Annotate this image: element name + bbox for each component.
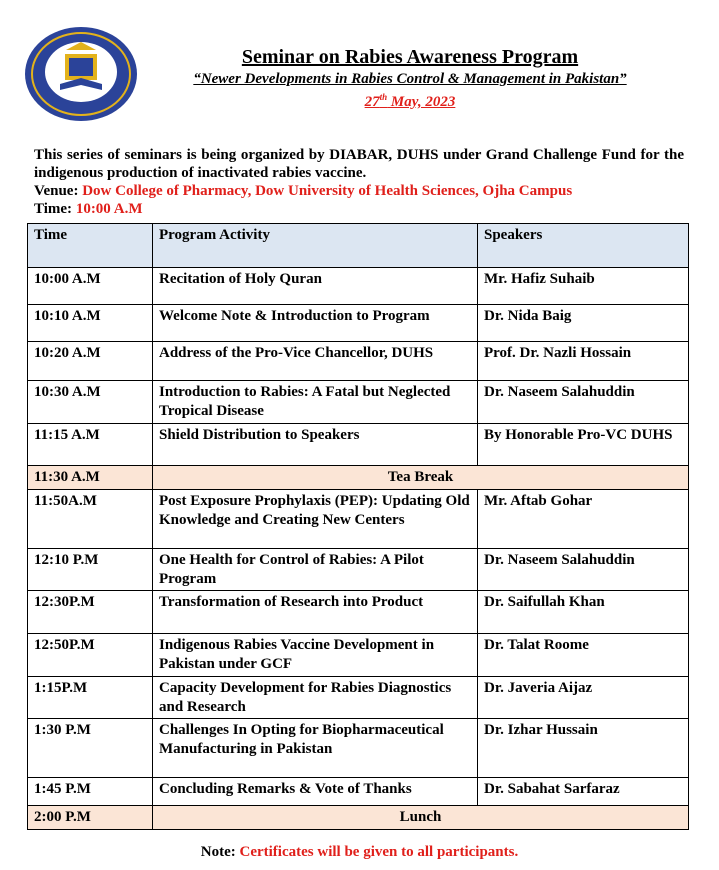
page-title: Seminar on Rabies Awareness Program <box>241 46 579 68</box>
footer-note <box>0 844 719 861</box>
header-speakers: Speakers <box>478 224 689 268</box>
row-time: 11:50A.M <box>28 490 153 549</box>
row-speaker: Mr. Aftab Gohar <box>478 490 689 549</box>
table-row <box>28 719 689 778</box>
time-line <box>34 200 684 218</box>
description: This series of seminars is being organized by DIABAR, DUHS under Grand Challenge Fund for the indigenous production of inactivated rabies vaccine. <box>34 147 684 181</box>
venue-line <box>34 182 684 200</box>
row-time: 1:15P.M <box>28 677 153 719</box>
table-row <box>28 591 689 634</box>
row-speaker: Prof. Dr. Nazli Hossain <box>478 342 689 381</box>
table-row <box>28 549 689 591</box>
row-activity: Welcome Note & Introduction to Program <box>153 305 478 342</box>
row-time: 2:00 P.M <box>28 806 153 830</box>
date-suffix: th <box>379 92 388 102</box>
row-speaker: Dr. Saifullah Khan <box>478 591 689 634</box>
note-label: Note: <box>200 844 240 860</box>
table-row <box>28 424 689 466</box>
intro-block <box>34 146 684 218</box>
row-time: 12:10 P.M <box>28 549 153 591</box>
row-time: 10:20 A.M <box>28 342 153 381</box>
row-activity: Concluding Remarks & Vote of Thanks <box>153 778 478 806</box>
row-activity: Transformation of Research into Product <box>153 591 478 634</box>
row-speaker: Dr. Naseem Salahuddin <box>478 549 689 591</box>
row-time: 11:15 A.M <box>28 424 153 466</box>
table-row <box>28 490 689 549</box>
row-speaker: Dr. Izhar Hussain <box>478 719 689 778</box>
row-speaker: Mr. Hafiz Suhaib <box>478 268 689 305</box>
venue-value: Dow College of Pharmacy, Dow University of Health Sciences, Ojha Campus <box>82 183 573 199</box>
program-table <box>27 223 689 830</box>
row-activity: Address of the Pro-Vice Chancellor, DUHS <box>153 342 478 381</box>
header <box>150 46 670 111</box>
table-row <box>28 342 689 381</box>
table-row <box>28 778 689 806</box>
table-row <box>28 381 689 424</box>
duhs-logo <box>22 24 140 124</box>
table-row <box>28 305 689 342</box>
lunch-row <box>28 806 689 830</box>
row-speaker: Dr. Nida Baig <box>478 305 689 342</box>
row-time: 10:00 A.M <box>28 268 153 305</box>
row-activity: Lunch <box>153 806 689 830</box>
header-activity: Program Activity <box>153 224 478 268</box>
table-row <box>28 677 689 719</box>
row-speaker: By Honorable Pro-VC DUHS <box>478 424 689 466</box>
row-activity: Tea Break <box>153 466 689 490</box>
date-month-year: May, 2023 <box>387 94 456 110</box>
time-label: Time: <box>34 201 76 217</box>
seminar-subtitle: “Newer Developments in Rabies Control & Management in Pakistan” <box>193 71 627 87</box>
row-time: 12:30P.M <box>28 591 153 634</box>
time-value: 10:00 A.M <box>75 201 143 217</box>
row-time: 1:30 P.M <box>28 719 153 778</box>
row-activity: Capacity Development for Rabies Diagnostics and Research <box>153 677 478 719</box>
seminar-date <box>150 88 670 111</box>
row-activity: Post Exposure Prophylaxis (PEP): Updating Old Knowledge and Creating New Centers <box>153 490 478 549</box>
row-speaker: Dr. Javeria Aijaz <box>478 677 689 719</box>
row-speaker: Dr. Talat Roome <box>478 634 689 677</box>
row-time: 10:10 A.M <box>28 305 153 342</box>
row-time: 10:30 A.M <box>28 381 153 424</box>
row-speaker: Dr. Naseem Salahuddin <box>478 381 689 424</box>
note-text: Certificates will be given to all participants. <box>239 844 519 860</box>
table-row <box>28 634 689 677</box>
university-seal-icon <box>22 24 140 124</box>
date-day: 27 <box>364 94 380 110</box>
row-activity: One Health for Control of Rabies: A Pilot Program <box>153 549 478 591</box>
row-activity: Recitation of Holy Quran <box>153 268 478 305</box>
venue-label: Venue: <box>34 183 83 199</box>
tea-break-row <box>28 466 689 490</box>
row-time: 11:30 A.M <box>28 466 153 490</box>
header-time: Time <box>28 224 153 268</box>
row-time: 12:50P.M <box>28 634 153 677</box>
row-time: 1:45 P.M <box>28 778 153 806</box>
row-activity: Challenges In Opting for Biopharmaceutical Manufacturing in Pakistan <box>153 719 478 778</box>
row-activity: Shield Distribution to Speakers <box>153 424 478 466</box>
table-header-row <box>28 224 689 268</box>
row-activity: Introduction to Rabies: A Fatal but Neglected Tropical Disease <box>153 381 478 424</box>
table-row <box>28 268 689 305</box>
row-speaker: Dr. Sabahat Sarfaraz <box>478 778 689 806</box>
row-activity: Indigenous Rabies Vaccine Development in Pakistan under GCF <box>153 634 478 677</box>
